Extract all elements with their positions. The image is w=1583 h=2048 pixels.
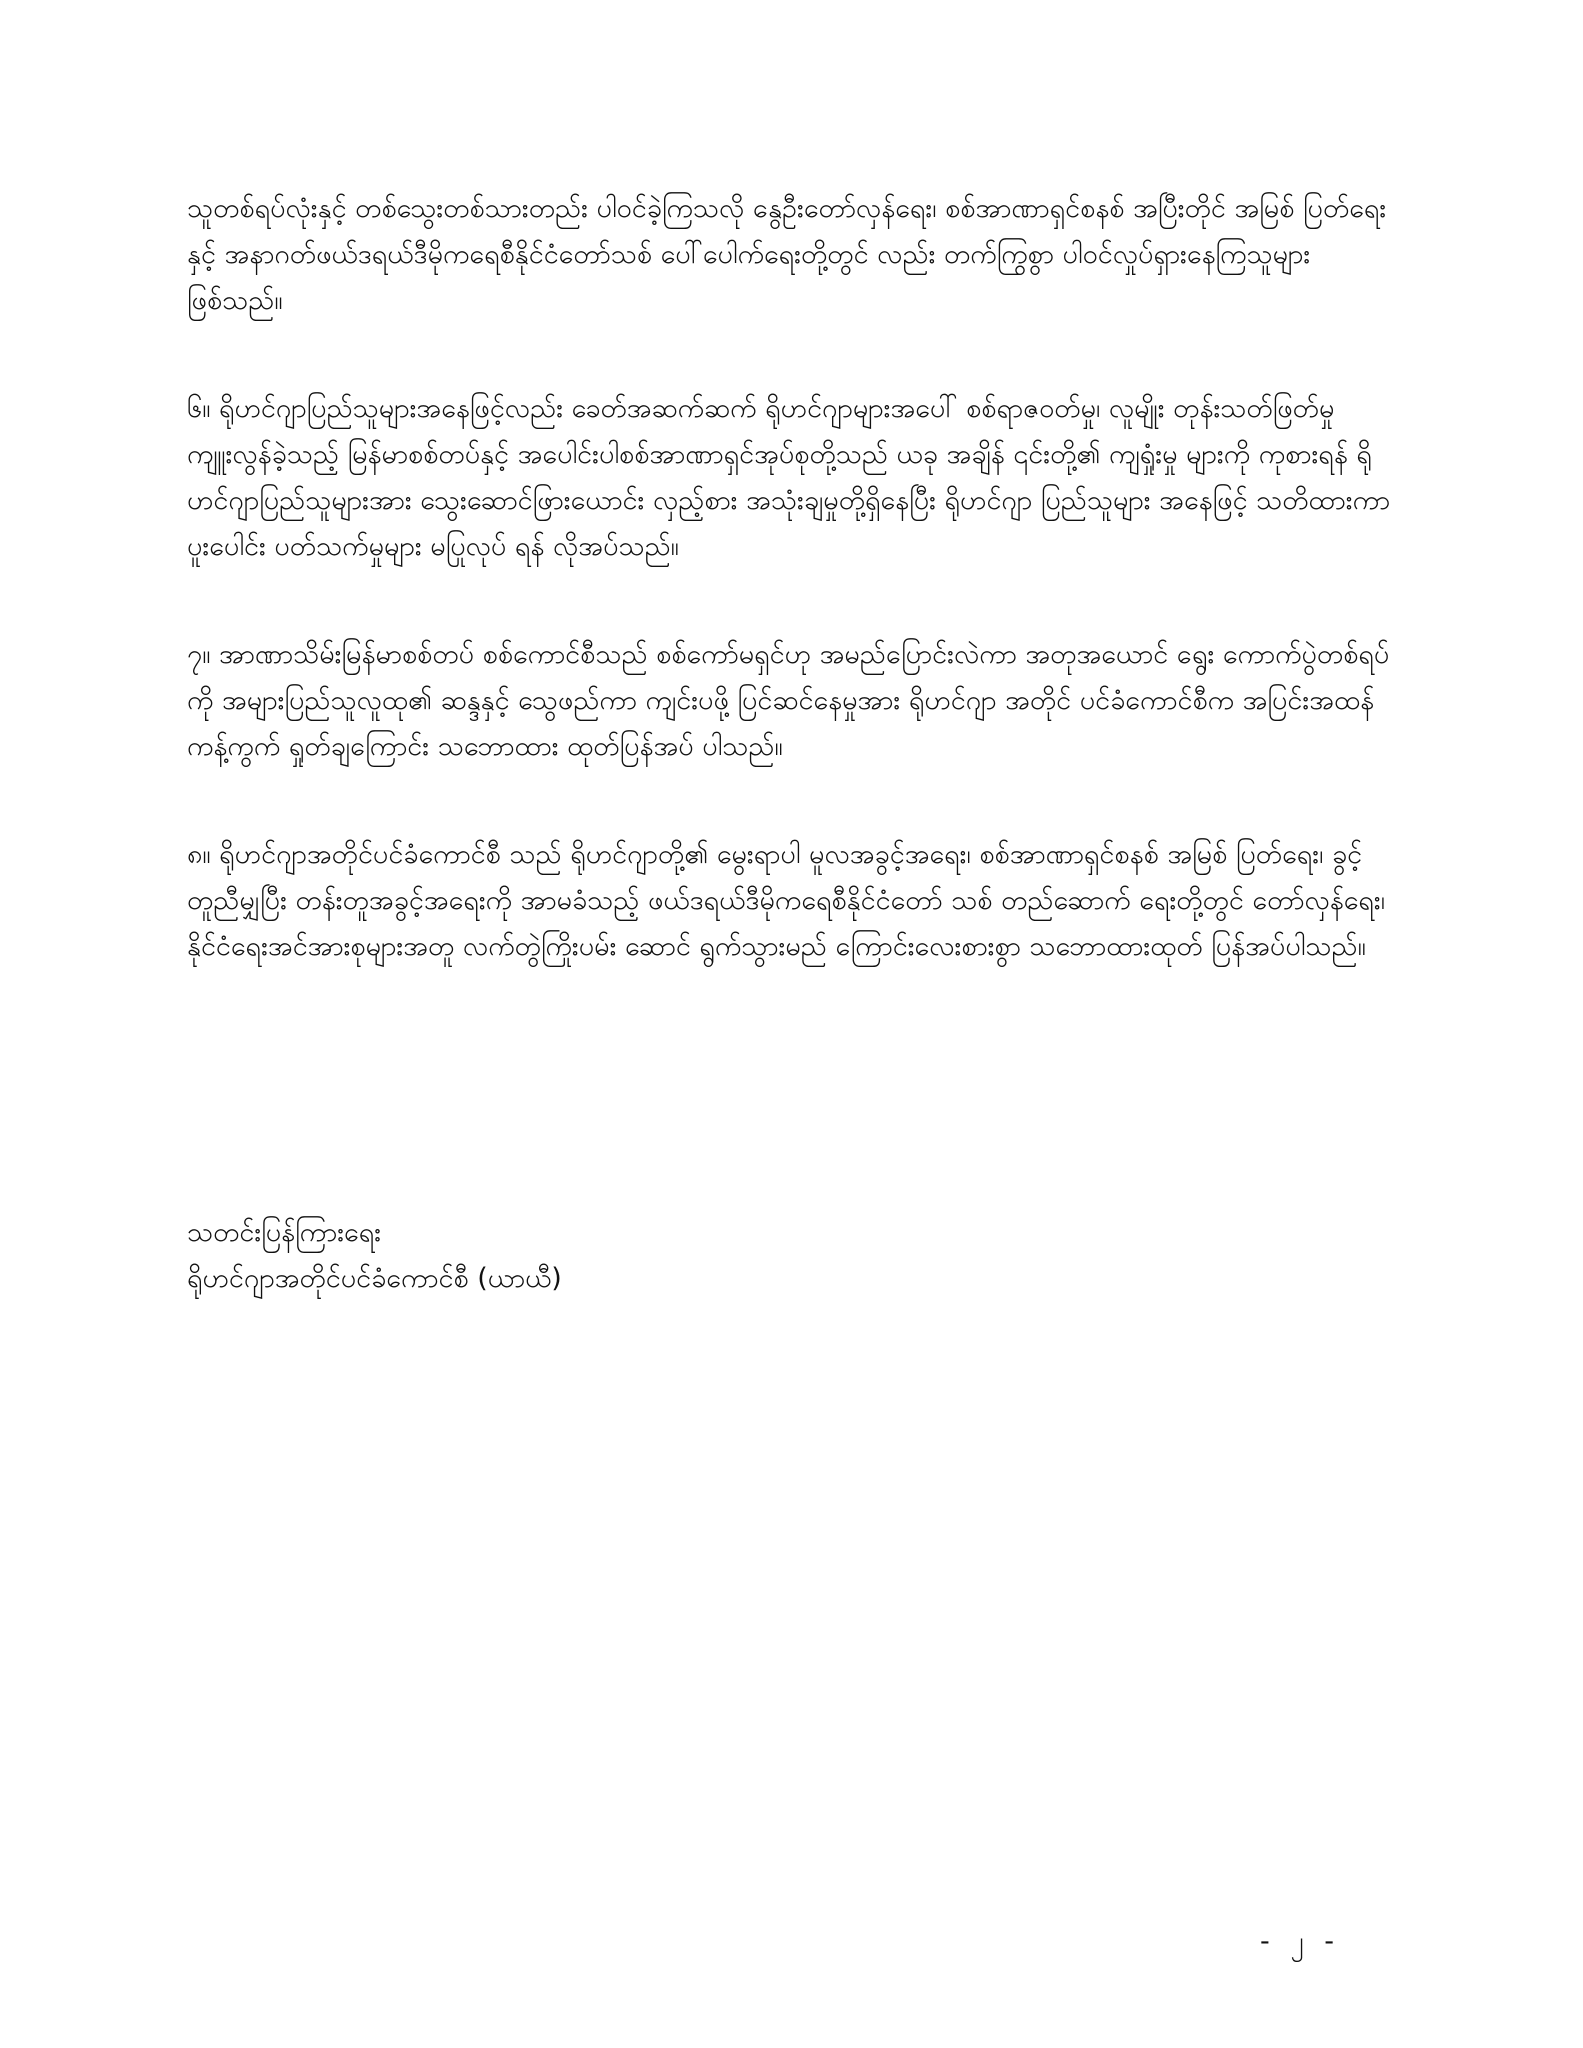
document-body (187, 186, 1397, 970)
paragraph-continuation: သူတစ်ရပ်လုံးနှင့် တစ်သွေးတစ်သားတည်း ပါဝင်ခဲ့ကြသလို နွေဦးတော်လှန်ရေး၊ စစ်အာဏာရှင်စနစ် အပြီးတိုင် အမြစ် ပြတ်ရေးနှင့် အနာဂတ်ဖယ်ဒရယ်ဒီမိုကရေစီနိုင်ငံတော်သစ် ပေါ်ပေါက်ရေးတို့တွင် လည်း တက်ကြွစွာ ပါဝင်လှုပ်ရှားနေကြသူများ ဖြစ်သည်။ (187, 193, 1387, 316)
page-number: - ၂ - (1260, 1926, 1340, 1957)
paragraph-8: ၈။ ရိုဟင်ဂျာအတိုင်ပင်ခံကောင်စီ သည် ရိုဟင်ဂျာတို့၏ မွေးရာပါ မူလအခွင့်အရေး၊ စစ်အာဏာရှင်စနစ် အမြစ် ပြတ်ရေး၊ ခွင့်တူညီမျှပြီး တန်းတူအခွင့်အရေးကို အာမခံသည့် ဖယ်ဒရယ်ဒီမိုကရေစီနိုင်ငံတော် သစ် တည်ဆောက် ရေးတို့တွင် တော်လှန်ရေး၊ နိုင်ငံရေးအင်အားစုများအတူ လက်တွဲကြိုးပမ်း ဆောင် ရွက်သွားမည် ကြောင်းလေးစားစွာ သဘောထားထုတ် ပြန်အပ်ပါသည်။ (187, 839, 1386, 962)
paragraph-6: ၆။ ရိုဟင်ဂျာပြည်သူများအနေဖြင့်လည်း ခေတ်အဆက်ဆက် ရိုဟင်ဂျာများအပေါ် စစ်ရာဇဝတ်မှု၊ လူမျိုး တုန်းသတ်ဖြတ်မှု ကျူးလွန်ခဲ့သည့် မြန်မာစစ်တပ်နှင့် အပေါင်းပါစစ်အာဏာရှင်အုပ်စုတို့သည် ယခု အချိန် ၎င်းတို့၏ ကျရှုံးမှု များကို ကုစားရန် ရိုဟင်ဂျာပြည်သူများအား သွေးဆောင်ဖြားယောင်း လှည့်စား အသုံးချမှုတို့ရှိနေပြီး ရိုဟင်ဂျာ ပြည်သူများ အနေဖြင့် သတိထားကာ ပူးပေါင်း ပတ်သက်မှုများ မပြုလုပ် ရန် လိုအပ်သည်။ (187, 393, 1391, 562)
signature-block (187, 1210, 1187, 1302)
signature-department: သတင်းပြန်ကြားရေး (187, 1217, 382, 1248)
paragraph-7: ၇။ အာဏာသိမ်းမြန်မာစစ်တပ် စစ်ကောင်စီသည် စစ်ကော်မရှင်ဟု အမည်ပြောင်းလဲကာ အတုအယောင် ရွေး ကောက်ပွဲတစ်ရပ်ကို အများပြည်သူလူထု၏ ဆန္ဒနှင့် သွေဖည်ကာ ကျင်းပဖို့ ပြင်ဆင်နေမှုအား ရိုဟင်ဂျာ အတိုင် ပင်ခံကောင်စီက အပြင်းအထန် ကန့်ကွက် ရှုတ်ချကြောင်း သဘောထား ထုတ်ပြန်အပ် ပါသည်။ (187, 639, 1390, 762)
signature-organization: ရိုဟင်ဂျာအတိုင်ပင်ခံကောင်စီ (ယာယီ) (187, 1263, 562, 1294)
